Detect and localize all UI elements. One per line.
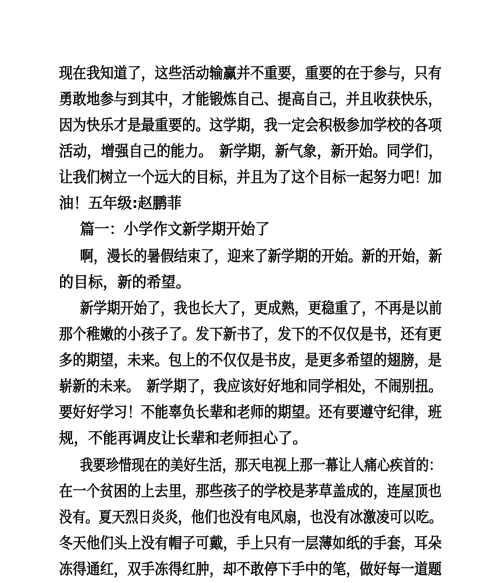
section-heading: [0, 217, 500, 243]
text-line-9: [0, 270, 500, 296]
line-text: 的目标，新的希望。: [59, 274, 191, 291]
text-line-18: [0, 505, 500, 531]
line-text: 在一个贫困的上去里，那些孩子的学校是茅草盖成的，连屋顶也: [59, 483, 442, 500]
line-text: 规，不能再调皮让长辈和老师担心了。: [59, 430, 308, 447]
line-text: 现在我知道了，这些活动输赢并不重要，重要的在于参与，只有: [59, 65, 442, 82]
text-line-5: [0, 165, 500, 191]
text-line-13: [0, 374, 500, 400]
text-line-8: [0, 244, 500, 270]
text-line-3: [0, 113, 500, 139]
line-text: 活动，增强自己的能力。 新学期，新气象，新开始。同学们，: [59, 143, 443, 160]
text-line-12: [0, 348, 500, 374]
text-line-1: [0, 61, 500, 87]
line-text: 那个稚嫩的小孩子了。发下新书了，发下的不仅仅是书，还有更: [59, 326, 442, 343]
text-line-16: [0, 453, 500, 479]
line-text: 冻得通红，双手冻得红肿，却不敢停下手中的笔，做好每一道题: [59, 561, 442, 578]
line-text: 没有。夏天烈日炎炎，他们也没有电风扇，也没有冰激凌可以吃。: [59, 509, 443, 526]
text-line-2: [0, 87, 500, 113]
line-text: 崭新的未来。 新学期了，我应该好好地和同学相处，不闹别扭。: [59, 378, 442, 395]
text-line-11: [0, 322, 500, 348]
line-text: 我要珍惜现在的美好生活，那天电视上那一幕让人痛心疾首的：: [80, 457, 442, 474]
text-line-17: [0, 479, 500, 505]
line-text: 因为快乐才是最重要的。这学期，我一定会积极参加学校的各项: [59, 117, 442, 134]
line-text: 要好好学习！不能辜负长辈和老师的期望。还有要遵守纪律，班: [59, 404, 442, 421]
text-line-15: [0, 426, 500, 452]
line-text: 勇敢地参与到其中，才能锻炼自己、提高自己，并且收获快乐，: [59, 91, 442, 108]
text-line-19: [0, 531, 500, 557]
text-line-10: [0, 296, 500, 322]
text-line-6: [0, 191, 500, 217]
line-text: 多的期望，未来。包上的不仅仅是书皮，是更多希望的翅膀，是: [59, 352, 442, 369]
line-text: 新学期开始了，我也长大了，更成熟，更稳重了，不再是以前: [80, 300, 443, 317]
line-text: 油！五年级:赵鹏菲: [59, 195, 182, 212]
text-line-4: [0, 139, 500, 165]
line-text: 啊，漫长的暑假结束了，迎来了新学期的开始。新的开始，新: [80, 248, 443, 265]
line-text: 冬天他们头上没有帽子可戴，手上只有一层薄如纸的手套，耳朵: [59, 535, 442, 552]
text-line-20: [0, 557, 500, 583]
heading-text: 篇一：小学作文新学期开始了: [80, 221, 270, 238]
line-text: 让我们树立一个远大的目标，并且为了这个目标一起努力吧！加: [59, 169, 442, 186]
text-line-14: [0, 400, 500, 426]
